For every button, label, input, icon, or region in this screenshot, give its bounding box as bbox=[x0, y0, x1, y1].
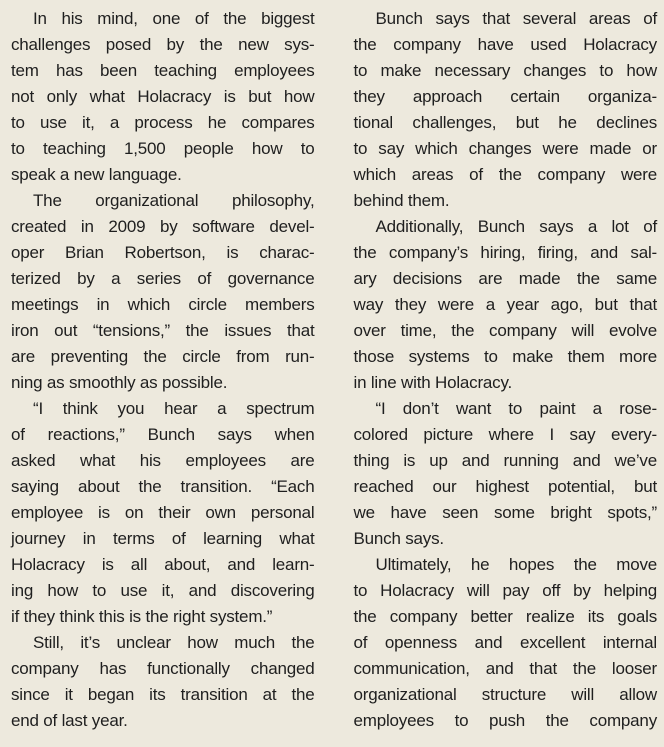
text-line: the company’s hiring, firing, and sal- bbox=[353, 243, 657, 262]
text-line: terized by a series of governance bbox=[11, 269, 315, 288]
text-line: tem has been teaching employees bbox=[11, 61, 315, 80]
text-line: of reactions,” Bunch says when bbox=[11, 425, 315, 444]
text-line: over time, the company will evolve bbox=[353, 321, 657, 340]
text-line: of openness and excellent internal bbox=[353, 633, 657, 652]
text-line: challenges posed by the new sys- bbox=[11, 35, 315, 54]
text-line: we have seen some bright spots,” bbox=[353, 503, 657, 522]
text-line: ary decisions are made the same bbox=[353, 269, 657, 288]
text-line: thing is up and running and we’ve bbox=[353, 451, 657, 470]
text-line: to use it, a process he compares bbox=[11, 113, 315, 132]
text-line: if they think this is the right system.” bbox=[11, 607, 273, 626]
text-line: behind them. bbox=[353, 191, 450, 210]
text-line: in line with Holacracy. bbox=[353, 373, 513, 392]
text-line: ing how to use it, and discovering bbox=[11, 581, 315, 600]
text-line: tional challenges, but he declines bbox=[353, 113, 657, 132]
text-line: asked what his employees are bbox=[11, 451, 315, 470]
text-line: created in 2009 by software devel- bbox=[11, 217, 315, 236]
text-line: not only what Holacracy is but how bbox=[11, 87, 315, 106]
text-line: company has functionally changed bbox=[11, 659, 315, 678]
text-line: iron out “tensions,” the issues that bbox=[11, 321, 315, 340]
column-right bbox=[354, 6, 658, 747]
text-line: ning as smoothly as possible. bbox=[11, 373, 228, 392]
text-line: employees to push the company bbox=[353, 711, 657, 730]
text-line: which areas of the company were bbox=[353, 165, 657, 184]
text-line: oper Brian Robertson, is charac- bbox=[11, 243, 315, 262]
text-line: Bunch says that several areas of bbox=[375, 9, 657, 28]
paragraph bbox=[11, 6, 315, 188]
paragraph bbox=[11, 396, 315, 630]
text-line: employee is on their own personal bbox=[11, 503, 315, 522]
text-line: “I think you hear a spectrum bbox=[33, 399, 315, 418]
paragraph bbox=[354, 6, 658, 214]
text-line: the company better realize its goals bbox=[353, 607, 657, 626]
text-line: saying about the transition. “Each bbox=[11, 477, 315, 496]
text-line: journey in terms of learning what bbox=[11, 529, 315, 548]
column-left bbox=[11, 6, 315, 747]
text-line: communication, and that the looser bbox=[353, 659, 657, 678]
text-line: are preventing the circle from run- bbox=[11, 347, 315, 366]
text-line: to Holacracy will pay off by helping bbox=[353, 581, 657, 600]
text-line: speak a new language. bbox=[11, 165, 182, 184]
text-line: to make necessary changes to how bbox=[353, 61, 657, 80]
paragraph bbox=[354, 214, 658, 396]
paragraph bbox=[11, 630, 315, 734]
text-line: way they were a year ago, but that bbox=[353, 295, 657, 314]
text-line: In his mind, one of the biggest bbox=[33, 9, 315, 28]
text-line: the company have used Holacracy bbox=[353, 35, 657, 54]
text-line: “I don’t want to paint a rose- bbox=[375, 399, 657, 418]
paragraph bbox=[354, 396, 658, 552]
text-line: The organizational philosophy, bbox=[33, 191, 315, 210]
text-line: since it began its transition at the bbox=[11, 685, 315, 704]
text-line: Ultimately, he hopes the move bbox=[375, 555, 657, 574]
text-line: Bunch says. bbox=[353, 529, 444, 548]
text-line: Additionally, Bunch says a lot of bbox=[375, 217, 657, 236]
text-line: colored picture where I say every- bbox=[353, 425, 657, 444]
text-line: reached our highest potential, but bbox=[353, 477, 657, 496]
paragraph bbox=[11, 188, 315, 396]
text-line: they approach certain organiza- bbox=[353, 87, 657, 106]
text-line: meetings in which circle members bbox=[11, 295, 315, 314]
text-line: organizational structure will allow bbox=[353, 685, 657, 704]
text-line: end of last year. bbox=[11, 711, 128, 730]
text-line: Still, it’s unclear how much the bbox=[33, 633, 315, 652]
paragraph bbox=[354, 552, 658, 734]
text-line: Holacracy is all about, and learn- bbox=[11, 555, 315, 574]
text-line: those systems to make them more bbox=[353, 347, 657, 366]
text-line: to teaching 1,500 people how to bbox=[11, 139, 315, 158]
text-line: to say which changes were made or bbox=[353, 139, 657, 158]
